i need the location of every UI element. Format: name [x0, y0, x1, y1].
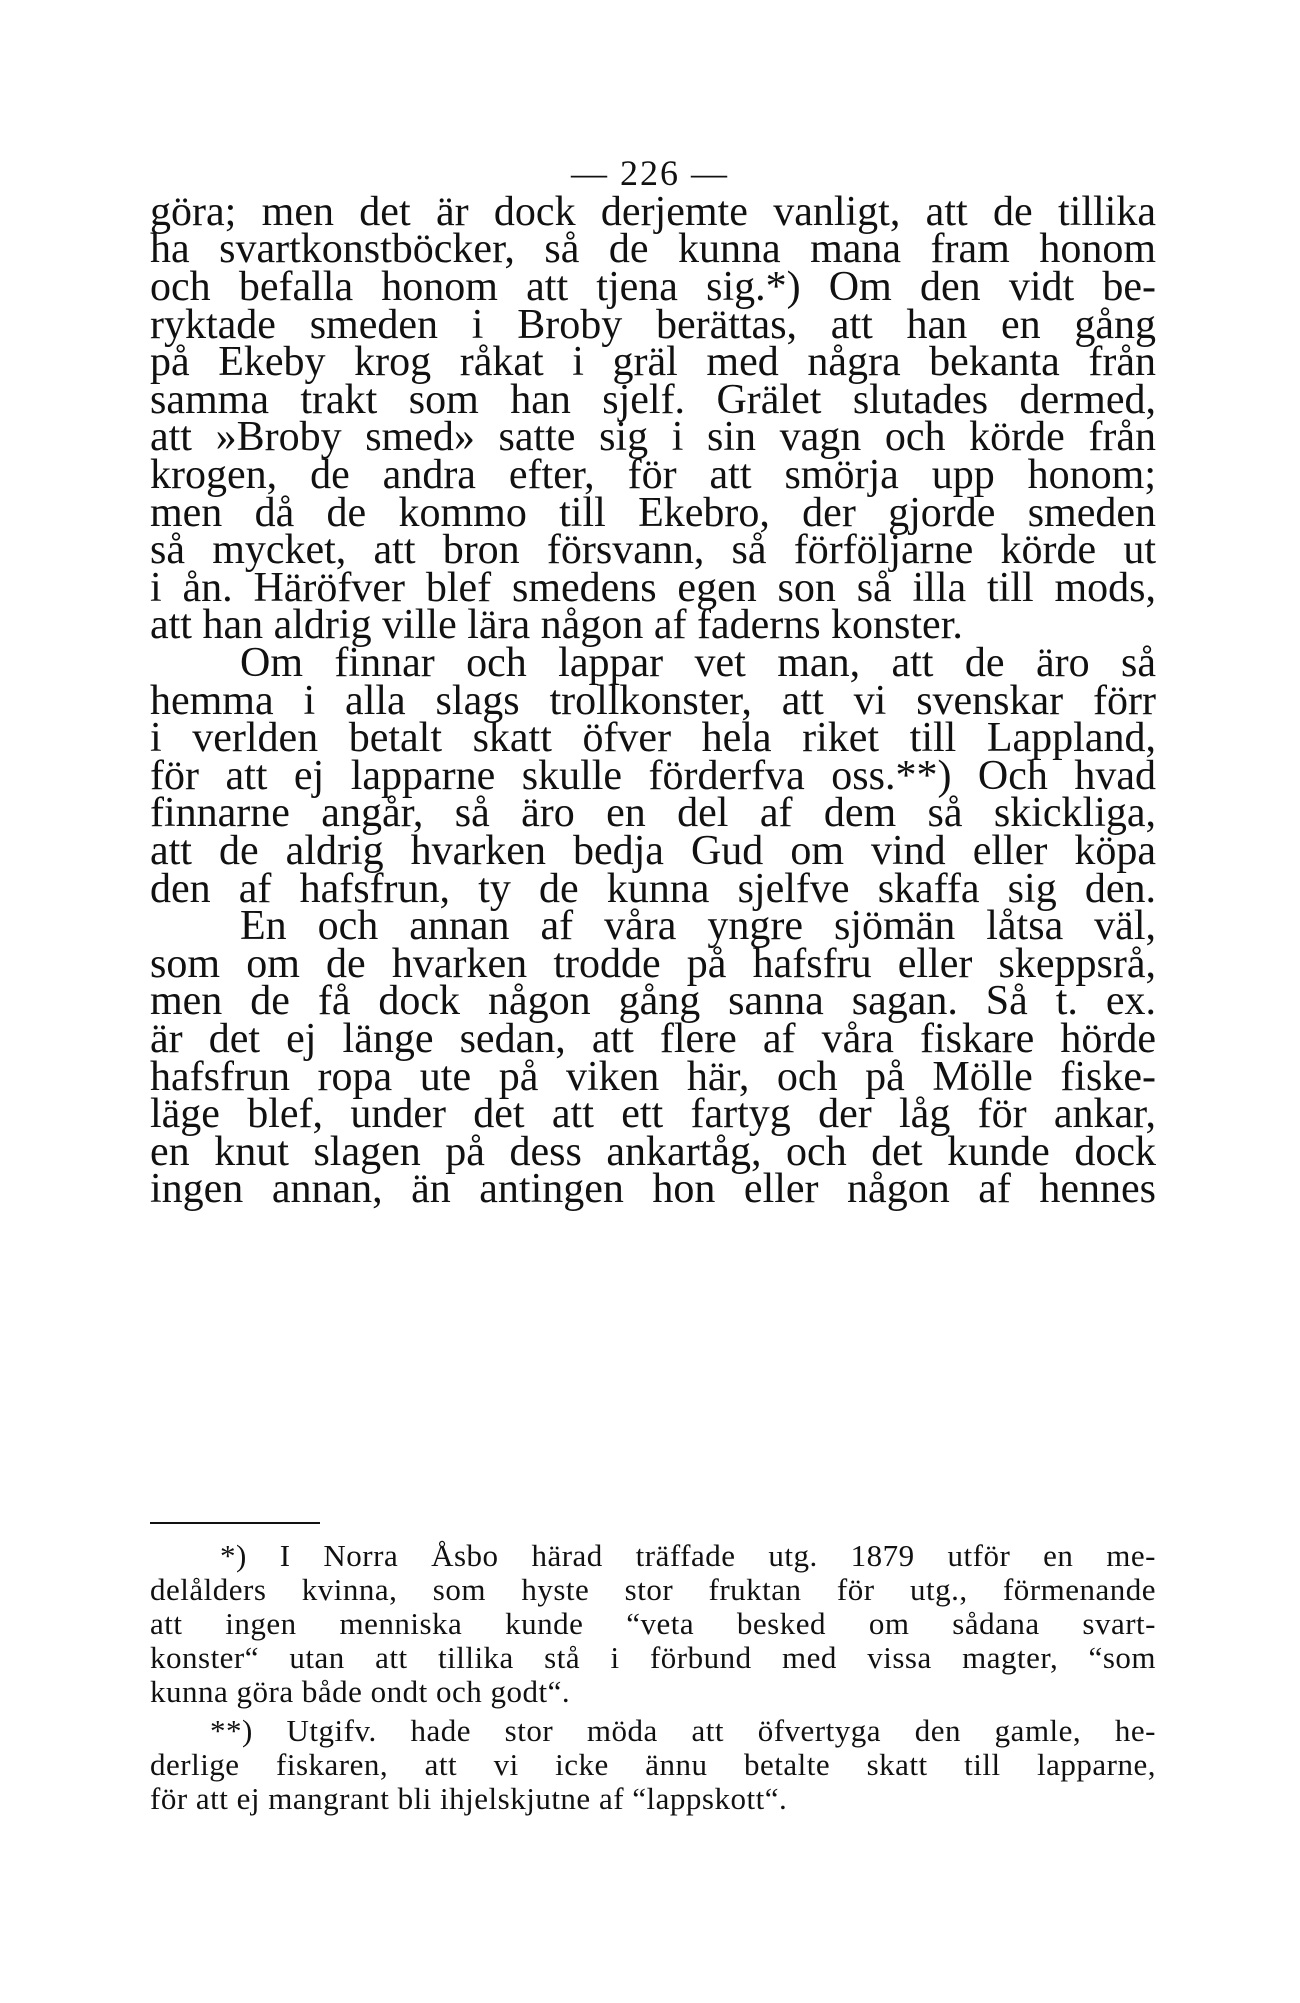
body-line: göra; men det är dock derjemte vanligt, att de tillika	[150, 189, 1156, 235]
body-line: men de få dock någon gång sanna sagan. Så t. ex.	[150, 978, 1156, 1024]
body-line: läge blef, under det att ett fartyg der låg för ankar,	[150, 1091, 1156, 1137]
page-number: — 226 —	[571, 153, 729, 193]
body-line: krogen, de andra efter, för att smörja upp honom;	[150, 452, 1156, 498]
footnote-line: för att ej mangrant bli ihjelskjutne af “lappskott“.	[150, 1781, 788, 1816]
body-line: att »Broby smed» satte sig i sin vagn och körde från	[150, 414, 1156, 460]
body-line: hafsfrun ropa ute på viken här, och på Mölle fiske-	[150, 1054, 1156, 1100]
footnote-line: kunna göra både ondt och godt“.	[150, 1674, 571, 1709]
footnote-line: **) Utgifv. hade stor möda att öfvertyga den gamle, he-	[210, 1713, 1156, 1748]
body-line: ha svartkonstböcker, så de kunna mana fram honom	[150, 226, 1156, 272]
body-line: att han aldrig ville lära någon af faderns konster.	[150, 602, 963, 648]
body-line: och befalla honom att tjena sig.*) Om den vidt be-	[150, 264, 1156, 310]
body-line: samma trakt som han sjelf. Grälet slutades dermed,	[150, 377, 1156, 423]
body-line: ryktade smeden i Broby berättas, att han en gång	[150, 302, 1156, 348]
body-line: att de aldrig hvarken bedja Gud om vind eller köpa	[150, 828, 1156, 874]
body-line: Om finnar och lappar vet man, att de äro så	[240, 640, 1156, 686]
body-line: är det ej länge sedan, att flere af våra fiskare hörde	[150, 1016, 1156, 1062]
body-line: den af hafsfrun, ty de kunna sjelfve skaffa sig den.	[150, 866, 1156, 912]
body-line: en knut slagen på dess ankartåg, och det kunde dock	[150, 1129, 1156, 1175]
body-line: En och annan af våra yngre sjömän låtsa väl,	[240, 903, 1156, 949]
body-line: i verlden betalt skatt öfver hela riket till Lappland,	[150, 715, 1156, 761]
footnote-line: *) I Norra Åsbo härad träffade utg. 1879 utför en me-	[220, 1538, 1156, 1573]
body-line: finnarne angår, så äro en del af dem så skickliga,	[150, 790, 1156, 836]
body-line: så mycket, att bron försvann, så förföljarne körde ut	[150, 527, 1156, 573]
body-line: för att ej lapparne skulle förderfva oss.**) Och hvad	[150, 753, 1156, 799]
footnote-line: delålders kvinna, som hyste stor fruktan för utg., förmenande	[150, 1572, 1156, 1607]
footnote-line: derlige fiskaren, att vi icke ännu betalte skatt till lapparne,	[150, 1747, 1156, 1782]
footnote-divider	[150, 1522, 320, 1524]
body-line: i ån. Häröfver blef smedens egen son så illa till mods,	[150, 565, 1156, 611]
footnote-line: att ingen menniska kunde “veta besked om sådana svart-	[150, 1606, 1156, 1641]
body-line: hemma i alla slags trollkonster, att vi svenskar förr	[150, 678, 1156, 724]
body-line: som om de hvarken trodde på hafsfru eller skeppsrå,	[150, 941, 1156, 987]
body-line: ingen annan, än antingen hon eller någon af hennes	[150, 1166, 1156, 1212]
body-line: på Ekeby krog råkat i gräl med några bekanta från	[150, 339, 1156, 385]
footnote-line: konster“ utan att tillika stå i förbund med vissa magter, “som	[150, 1640, 1156, 1675]
body-line: men då de kommo till Ekebro, der gjorde smeden	[150, 490, 1156, 536]
